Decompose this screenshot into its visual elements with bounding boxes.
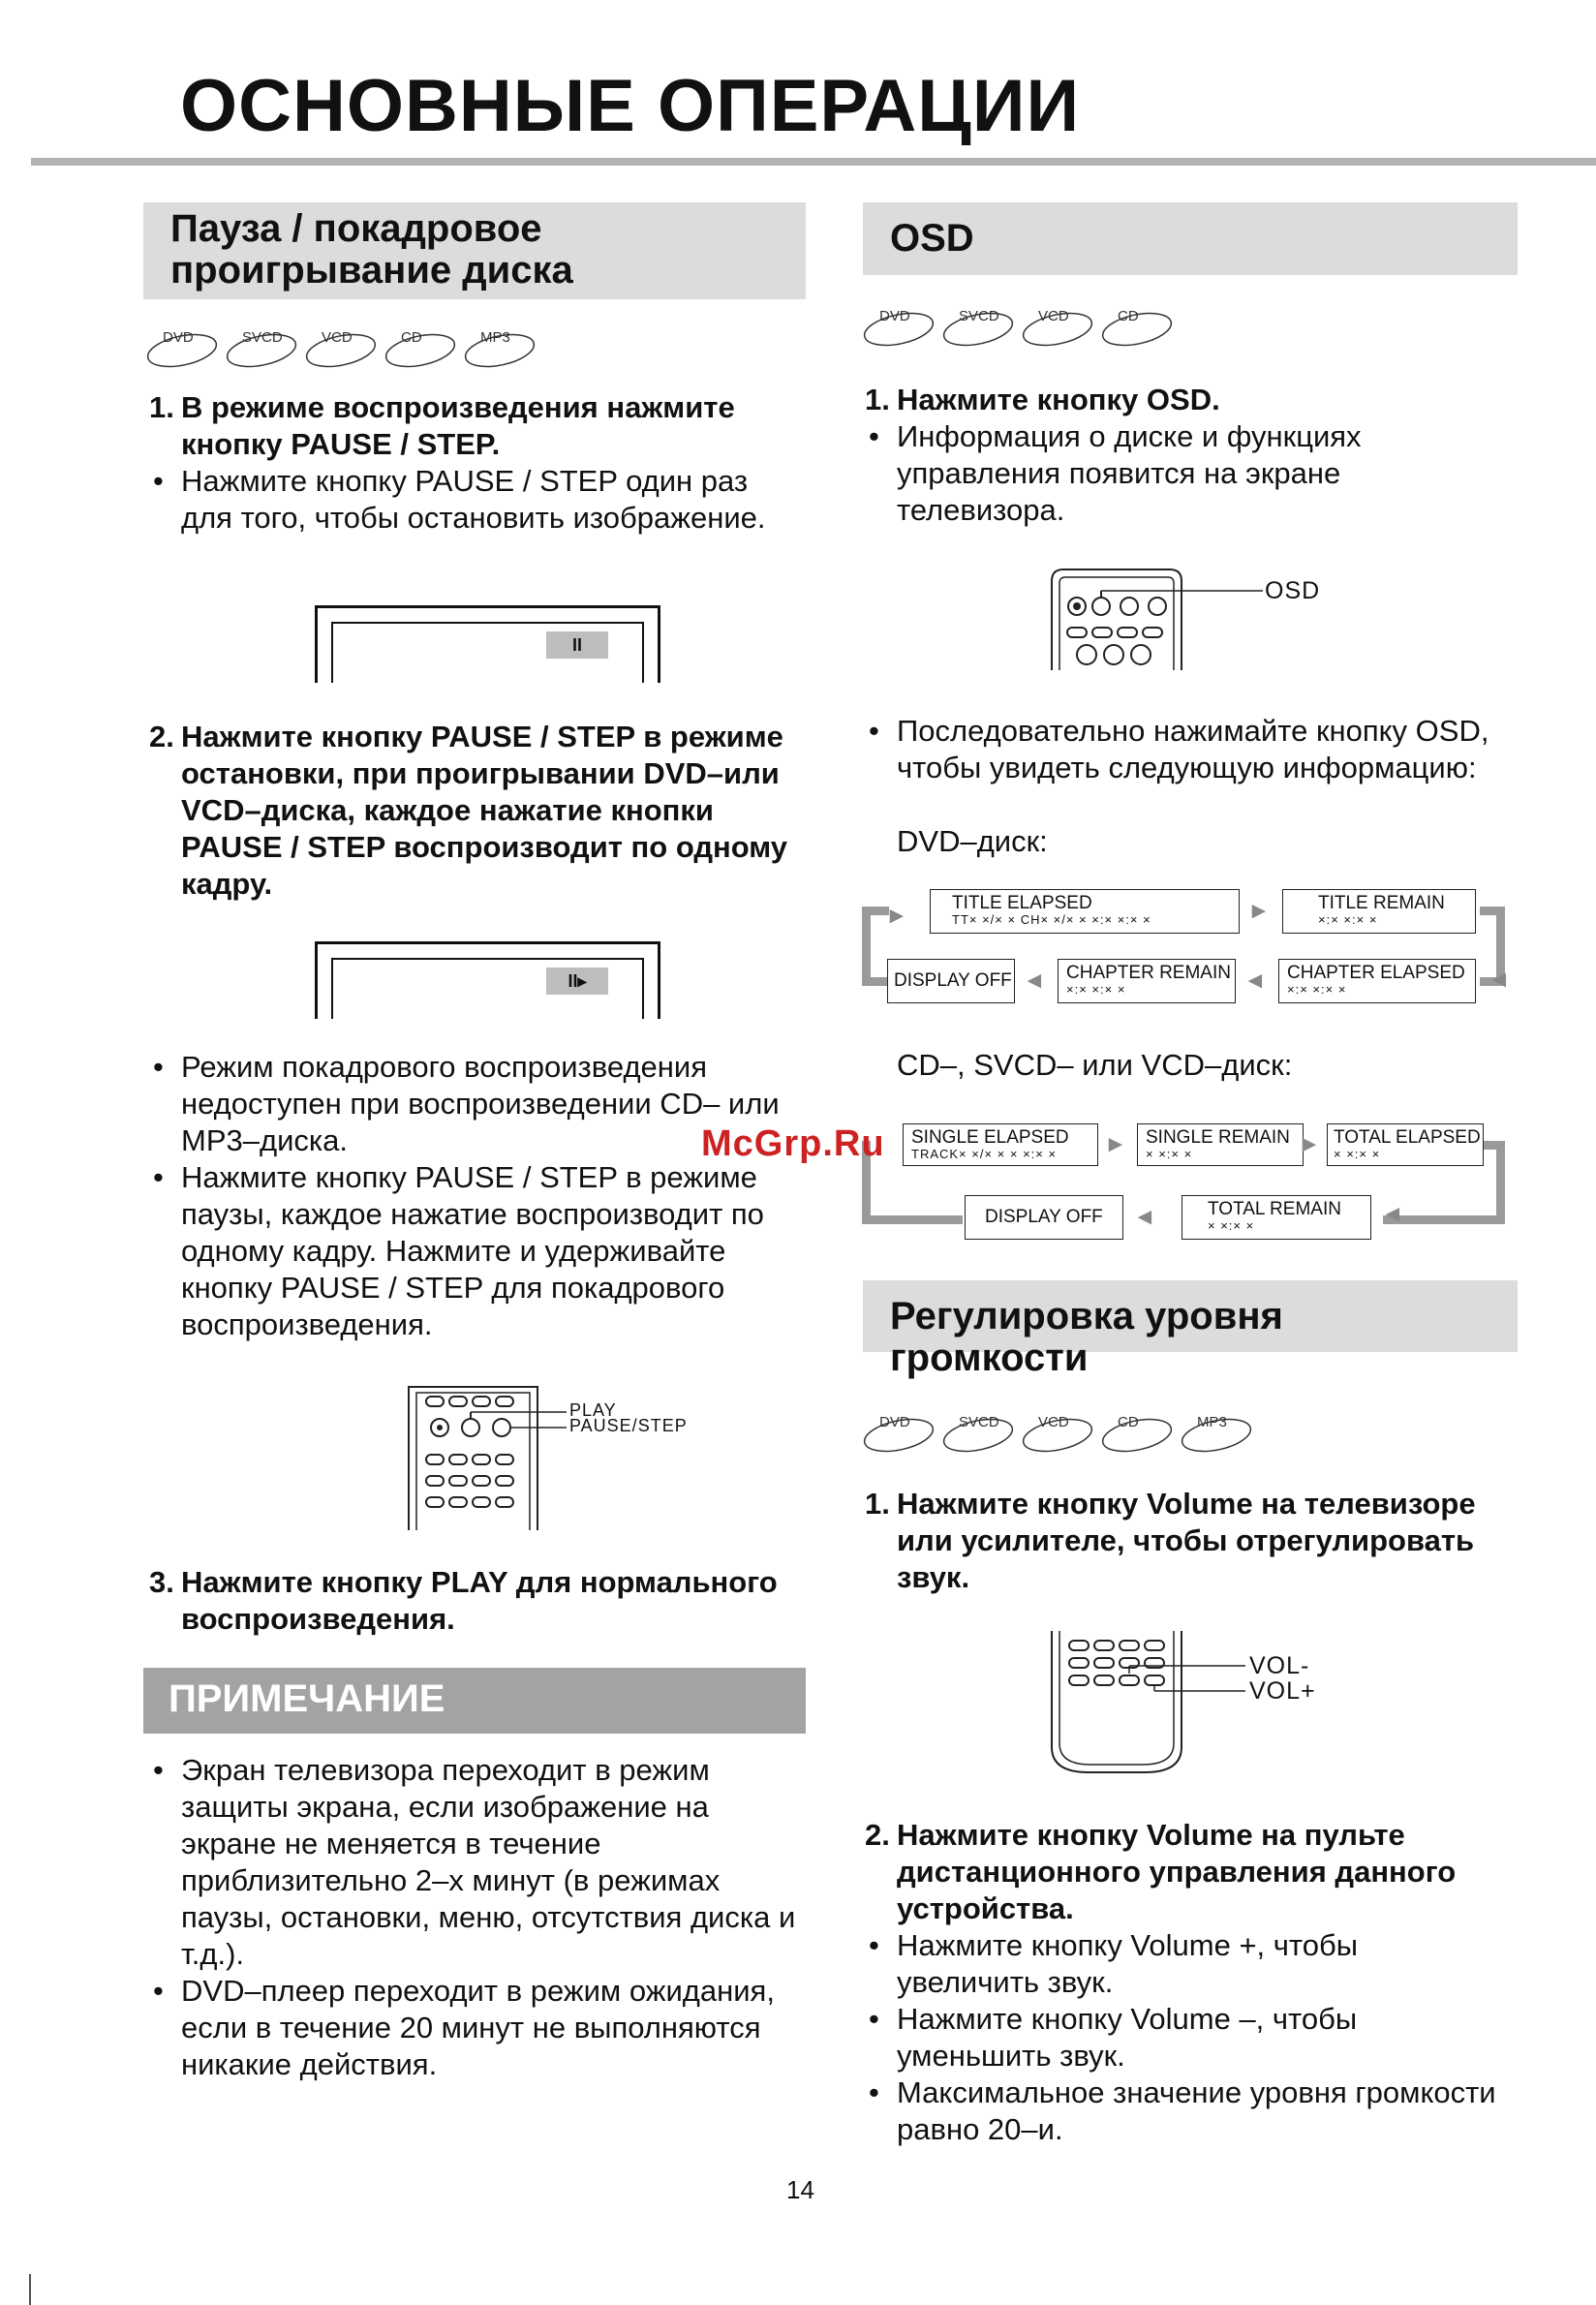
mp3-disc-icon: MP3 xyxy=(1180,1408,1253,1455)
dvd-osd-flow: ► ◄ TITLE ELAPSED TT× ×/× × CH× ×/× × ×:× ×:× × ► TITLE REMAIN ×:× ×:× × DISPLAY OFF ◄ CHAPTER REMAIN ×:× ×:× × ◄ CHAPTER ELAPSED ×:× ×:× × xyxy=(860,879,1519,1015)
total-remain-box: TOTAL REMAIN × ×:× × xyxy=(1182,1195,1371,1240)
step-3-play: 3. Нажмите кнопку PLAY для нормального воспроизведения. xyxy=(149,1565,778,1636)
bullet-frame-hold: • Нажмите кнопку PAUSE / STEP в режиме паузы, каждое нажатие воспроизводит по одному кадру. Нажмите и удерживайте кнопку PAUSE / STEP для покадрового воспроизведения. xyxy=(153,1160,764,1341)
pause-step-label: PAUSE/STEP xyxy=(569,1416,688,1435)
tv-screen-step xyxy=(315,941,660,1019)
title-elapsed-box: TITLE ELAPSED TT× ×/× × CH× ×/× × ×:× ×:× × xyxy=(930,889,1240,934)
cd-disc-icon: CD xyxy=(384,323,457,370)
remote-play-pause xyxy=(407,1385,697,1530)
vol-step-2: 2. Нажмите кнопку Volume на пульте дистанционного управления данного устройства. xyxy=(865,1818,1457,1925)
disc-icons-left xyxy=(145,323,552,372)
vol-bullet-minus: • Нажмите кнопку Volume –, чтобы уменьшить звук. xyxy=(869,2002,1358,2073)
cd-disc-icon: CD xyxy=(1100,1408,1174,1455)
cd-disc-icon: CD xyxy=(1100,302,1174,349)
osd-label: OSD xyxy=(1265,577,1321,604)
play-label: PLAY xyxy=(569,1400,617,1420)
dvd-disc-icon: DVD xyxy=(145,323,219,370)
section-title-line2: проигрывание диска xyxy=(170,249,573,292)
vcd-disc-icon: VCD xyxy=(1021,302,1094,349)
section-header-pause xyxy=(143,202,806,299)
bullet-pause-once: • Нажмите кнопку PAUSE / STEP один раз для того, чтобы остановить изображение. xyxy=(153,464,766,535)
bullet-frame-unavailable: • Режим покадрового воспроизведения недоступен при воспроизведении CD– или MP3–диска. xyxy=(153,1050,780,1157)
dvd-disc-icon: DVD xyxy=(862,1408,936,1455)
vol-bullet-max: • Максимальное значение уровня громкости равно 20–и. xyxy=(869,2075,1496,2146)
total-elapsed-box: TOTAL ELAPSED × ×:× × xyxy=(1327,1123,1484,1166)
vol-bullet-plus: • Нажмите кнопку Volume +, чтобы увеличить звук. xyxy=(869,1928,1359,1999)
osd-bullet-sequence: • Последовательно нажимайте кнопку OSD, чтобы увидеть следующую информацию: xyxy=(869,714,1489,784)
cd-display-off-box: DISPLAY OFF xyxy=(965,1195,1123,1240)
mp3-disc-icon: MP3 xyxy=(463,323,537,370)
note-standby: • DVD–плеер переходит в режим ожидания, если в течение 20 минут не выполняются никакие действия. xyxy=(153,1974,775,2081)
vol-plus-label: VOL+ xyxy=(1249,1677,1316,1705)
section-header-volume: Регулировка уровня громкости xyxy=(863,1280,1518,1352)
svcd-disc-icon: SVCD xyxy=(941,302,1015,349)
step-1-pause: 1. В режиме воспроизведения нажмите кнопку PAUSE / STEP. xyxy=(149,390,735,461)
cd-disc-label: CD–, SVCD– или VCD–диск: xyxy=(897,1048,1293,1082)
svcd-disc-icon: SVCD xyxy=(941,1408,1015,1455)
section-title-line1: Пауза / покадровое xyxy=(170,207,542,250)
step-2-frame: 2. Нажмите кнопку PAUSE / STEP в режиме остановки, при проигрывании DVD–или VCD–диска, каждое нажатие кнопки PAUSE / STEP воспроизводит по одному кадру. xyxy=(149,720,788,901)
remote-osd xyxy=(1050,568,1340,670)
note-header: ПРИМЕЧАНИЕ xyxy=(143,1668,806,1734)
svcd-disc-icon: SVCD xyxy=(225,323,298,370)
vcd-disc-icon: VCD xyxy=(1021,1408,1094,1455)
chapter-remain-box: CHAPTER REMAIN ×:× ×:× × xyxy=(1058,959,1236,1003)
page-number: 14 xyxy=(786,2175,814,2204)
dvd-display-off-box: DISPLAY OFF xyxy=(887,959,1015,1003)
vol-step-1: 1. Нажмите кнопку Volume на телевизоре или усилителе, чтобы отрегулировать звук. xyxy=(865,1487,1476,1594)
dvd-disc-label: DVD–диск: xyxy=(897,824,1048,858)
osd-step-1: 1. Нажмите кнопку OSD. xyxy=(865,383,1220,416)
cd-osd-flow: ◄ SINGLE ELAPSED TRACK× ×/× × × ×:× × ► SINGLE REMAIN × ×:× × ► TOTAL ELAPSED × ×:× × DISPLAY OFF ◄ TOTAL REMAIN × ×:× × xyxy=(860,1116,1519,1251)
vcd-disc-icon: VCD xyxy=(304,323,378,370)
disc-icons-volume xyxy=(862,1408,1269,1457)
section-header-osd: OSD xyxy=(863,202,1518,275)
remote-volume xyxy=(1050,1631,1340,1776)
single-elapsed-box: SINGLE ELAPSED TRACK× ×/× × × ×:× × xyxy=(903,1123,1098,1166)
title-remain-box: TITLE REMAIN ×:× ×:× × xyxy=(1282,889,1476,934)
edge-mark xyxy=(29,2274,31,2305)
page-title: ОСНОВНЫЕ ОПЕРАЦИИ xyxy=(180,65,1081,147)
step-indicator: II▸ xyxy=(546,968,608,995)
vol-minus-label: VOL- xyxy=(1249,1652,1310,1679)
pause-indicator: II xyxy=(546,631,608,659)
title-rule xyxy=(31,158,1596,166)
single-remain-box: SINGLE REMAIN × ×:× × xyxy=(1137,1123,1304,1166)
dvd-disc-icon: DVD xyxy=(862,302,936,349)
osd-bullet-info: • Информация о диске и функциях управления появится на экране телевизора. xyxy=(869,419,1362,527)
note-screensaver: • Экран телевизора переходит в режим защиты экрана, если изображение на экране не меняется в течение приблизительно 2–х минут (в режимах паузы, остановки, меню, отсутствия диска и т.д.). xyxy=(153,1753,796,1971)
chapter-elapsed-box: CHAPTER ELAPSED ×:× ×:× × xyxy=(1278,959,1476,1003)
watermark: McGrp.Ru xyxy=(701,1123,885,1164)
disc-icons-osd xyxy=(862,302,1191,351)
tv-screen-pause xyxy=(315,605,660,683)
